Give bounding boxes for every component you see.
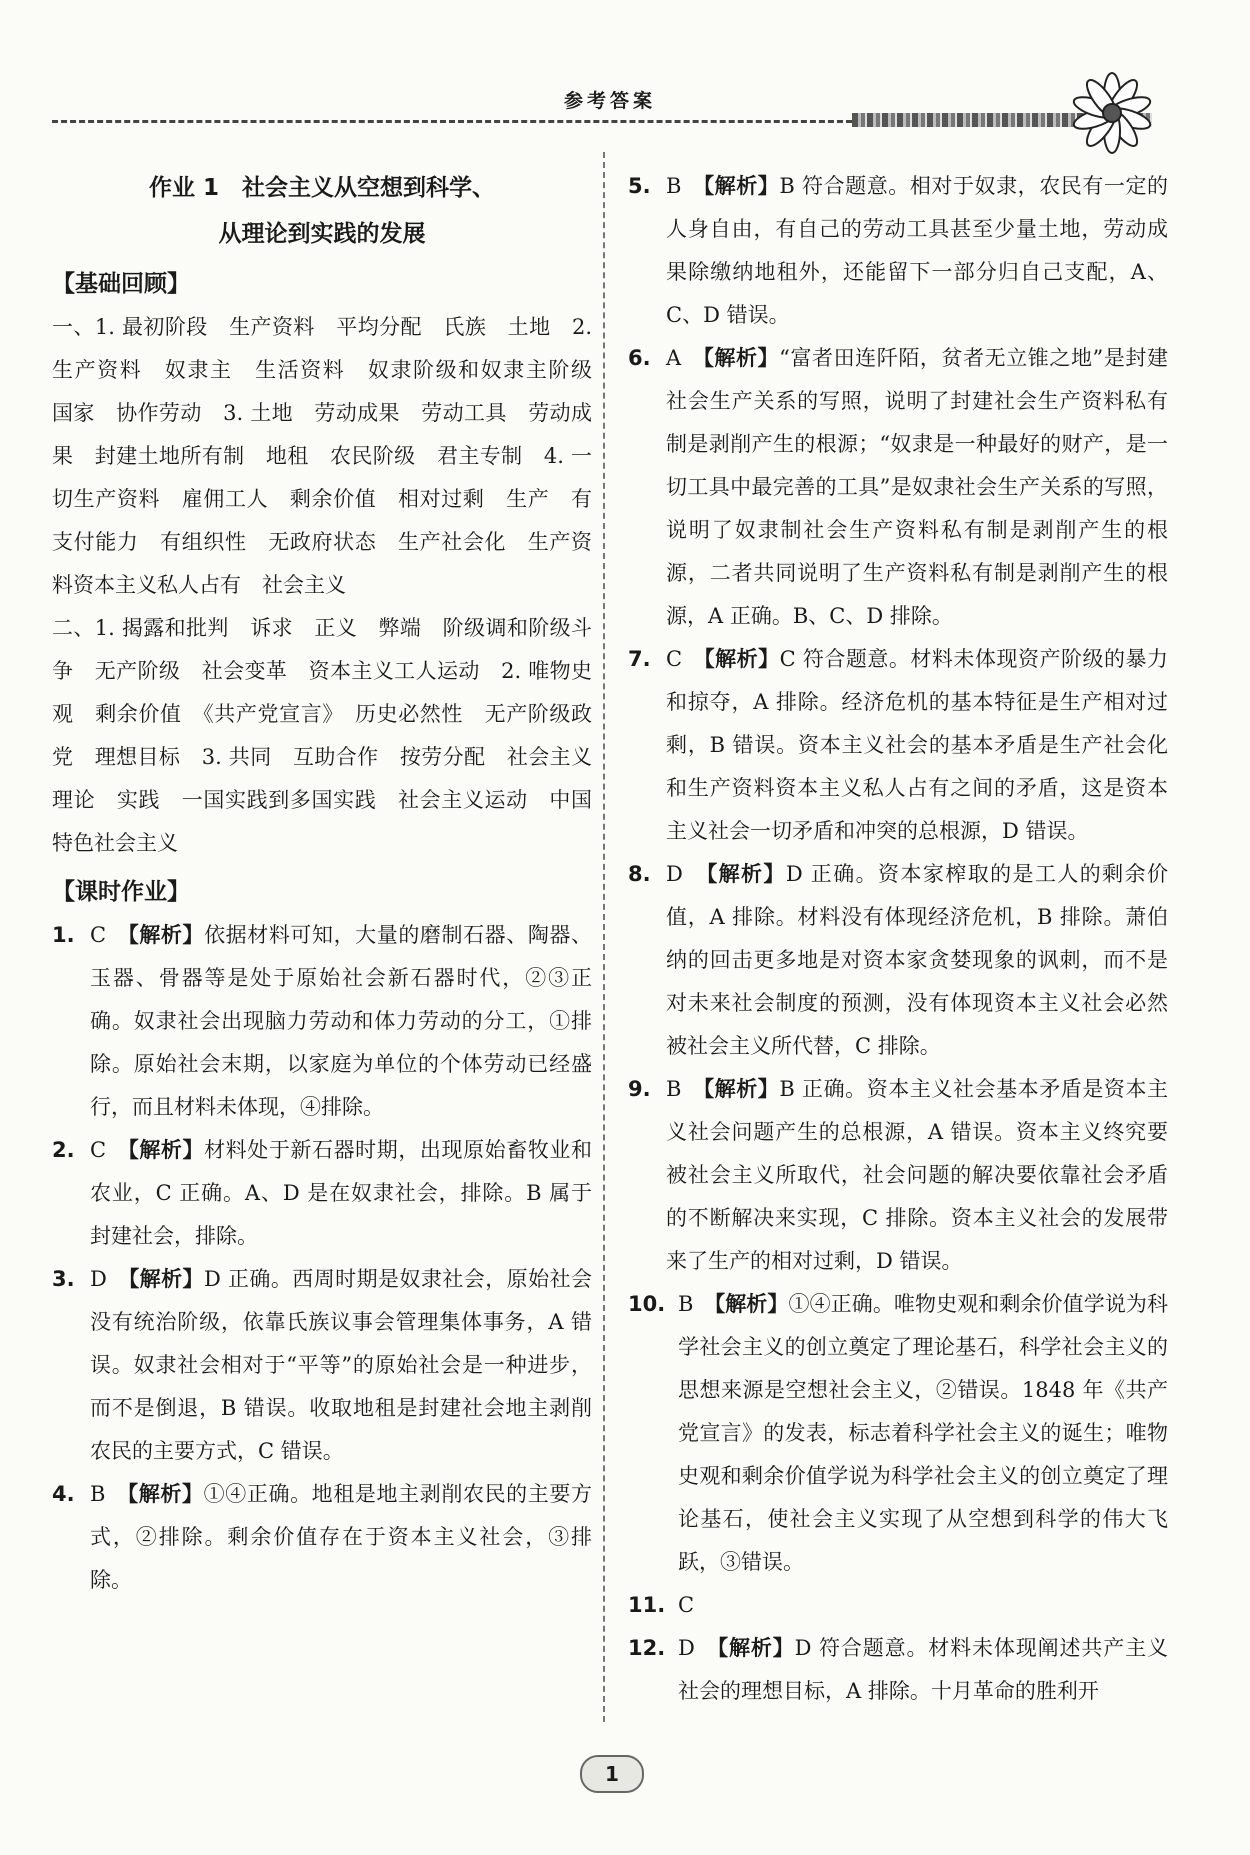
answer-item	[52, 1473, 592, 1602]
item-number: 10.	[628, 1292, 666, 1316]
item-number: 11.	[628, 1593, 666, 1617]
page-number: 1	[580, 1755, 644, 1793]
item-number: 6.	[628, 346, 651, 370]
item-answer: B	[666, 1077, 682, 1101]
item-answer: B	[666, 174, 682, 198]
analysis-tag: 【解析】	[703, 1077, 780, 1101]
item-answer: D	[678, 1636, 695, 1660]
item-answer: B	[90, 1482, 106, 1506]
section-heading-basics: 【基础回顾】	[52, 271, 190, 297]
item-number: 4.	[52, 1482, 75, 1506]
answer-item	[628, 638, 1168, 853]
header-dashed-rule	[52, 120, 852, 123]
item-answer: D	[666, 862, 683, 886]
item-answer: C	[666, 647, 683, 671]
assignment-title-line1: 作业 1 社会主义从空想到科学、	[148, 175, 495, 201]
section-heading-homework: 【课时作业】	[52, 879, 190, 905]
answer-item	[628, 1584, 1168, 1627]
analysis-text: “富者田连阡陌，贫者无立锥之地”是封建社会生产关系的写照，说明了封建社会生产资料私有制是剥削产生的根源；“奴隶是一种最好的财产，是一切工具中最完善的工具”是奴隶社会生产关系的写照，说明了奴隶制社会生产资料私有制是剥削产生的根源，二者共同说明了生产资料私有制是剥削产生的根源，A 正确。B、C、D 排除。	[666, 346, 1168, 628]
answer-item	[628, 165, 1168, 337]
item-number: 3.	[52, 1267, 75, 1291]
analysis-text: C 符合题意。材料未体现资产阶级的暴力和掠夺，A 排除。经济危机的基本特征是生产相对过剩，B 错误。资本主义社会的基本矛盾是生产社会化和生产资料资本主义私人占有之间的矛盾，这是资本主义社会一切矛盾和冲突的总根源，D 错误。	[666, 647, 1168, 843]
analysis-tag: 【解析】	[714, 1292, 789, 1316]
right-column	[628, 165, 1168, 1713]
analysis-text: ①④正确。地租是地主剥削农民的主要方式，②排除。剩余价值存在于资本主义社会，③排除。	[90, 1482, 593, 1592]
analysis-text: D 符合题意。材料未体现阐述共产主义社会的理想目标，A 排除。十月革命的胜利开	[678, 1636, 1169, 1703]
item-answer: A	[666, 346, 682, 370]
flower-icon	[1062, 68, 1162, 158]
analysis-tag: 【解析】	[128, 1267, 204, 1291]
analysis-tag: 【解析】	[703, 174, 780, 198]
analysis-tag: 【解析】	[128, 923, 205, 947]
analysis-text: D 正确。西周时期是奴隶社会，原始社会没有统治阶级，依靠氏族议事会管理集体事务，A 错误。奴隶社会相对于“平等”的原始社会是一种进步，而不是倒退，B 错误。收取地租是封建社会地主剥削农民的主要方式，C 错误。	[90, 1267, 593, 1463]
answer-item	[628, 1627, 1168, 1713]
analysis-tag: 【解析】	[703, 346, 780, 370]
answer-item	[628, 853, 1168, 1068]
item-number: 8.	[628, 862, 651, 886]
analysis-text: 依据材料可知，大量的磨制石器、陶器、玉器、骨器等是处于原始社会新石器时代，②③正确。奴隶社会出现脑力劳动和体力劳动的分工，①排除。原始社会末期，以家庭为单位的个体劳动已经盛行，而且材料未体现，④排除。	[90, 923, 593, 1119]
analysis-tag: 【解析】	[717, 1636, 795, 1660]
item-answer: D	[90, 1267, 107, 1291]
basics-part-two: 二、1. 揭露和批判 诉求 正义 弊端 阶级调和阶级斗争 无产阶级 社会变革 资本主义工人运动 2. 唯物史观 剩余价值 《共产党宣言》 历史必然性 无产阶级政党 理想目标 3. 共同 互助合作 按劳分配 社会主义 理论 实践 一国实践到多国实践 社会主义运动 中国特色社会主义	[52, 616, 613, 855]
item-number: 1.	[52, 923, 75, 947]
assignment-title-line2: 从理论到实践的发展	[218, 221, 426, 247]
left-column	[52, 165, 613, 1602]
page-header	[0, 0, 1250, 140]
analysis-text: B 符合题意。相对于奴隶，农民有一定的人身自由，有自己的劳动工具甚至少量土地，劳动成果除缴纳地租外，还能留下一部分归自己支配，A、C、D 错误。	[666, 174, 1169, 327]
analysis-tag: 【解析】	[704, 647, 780, 671]
column-divider	[603, 152, 605, 1722]
analysis-tag: 【解析】	[128, 1138, 205, 1162]
item-number: 12.	[628, 1636, 666, 1660]
answer-item	[52, 914, 592, 1129]
item-answer: C	[90, 923, 107, 947]
analysis-text: 材料处于新石器时期，出现原始畜牧业和农业，C 正确。A、D 是在奴隶社会，排除。B 属于封建社会，排除。	[90, 1138, 593, 1248]
item-number: 7.	[628, 647, 651, 671]
answer-item	[52, 1129, 592, 1258]
item-number: 5.	[628, 174, 651, 198]
analysis-text: ①④正确。唯物史观和剩余价值学说为科学社会主义的创立奠定了理论基石，科学社会主义的思想来源是空想社会主义，②错误。1848 年《共产党宣言》的发表，标志着科学社会主义的诞生；唯物史观和剩余价值学说为科学社会主义的创立奠定了理论基石，使社会主义实现了从空想到科学的伟大飞跃，③错误。	[678, 1292, 1169, 1574]
analysis-tag: 【解析】	[127, 1482, 204, 1506]
item-answer: B	[678, 1292, 694, 1316]
basics-part-one: 一、1. 最初阶段 生产资料 平均分配 氏族 土地 2. 生产资料 奴隶主 生活资料 奴隶阶级和奴隶主阶级 国家 协作劳动 3. 土地 劳动成果 劳动工具 劳动成果 封建土地所有制 地租 农民阶级 君主专制 4. 一切生产资料 雇佣工人 剩余价值 相对过剩 生产 有支付能力 有组织性 无政府状态 生产社会化 生产资料资本主义私人占有 社会主义	[52, 315, 613, 597]
analysis-text: B 正确。资本主义社会基本矛盾是资本主义社会问题产生的总根源，A 错误。资本主义终究要被社会主义所取代，社会问题的解决要依靠社会矛盾的不断解决来实现，C 排除。资本主义社会的发展带来了生产的相对过剩，D 错误。	[666, 1077, 1169, 1273]
item-number: 9.	[628, 1077, 651, 1101]
item-number: 2.	[52, 1138, 75, 1162]
analysis-tag: 【解析】	[706, 862, 786, 886]
item-answer: C	[90, 1138, 107, 1162]
answer-item	[628, 1068, 1168, 1283]
analysis-text: D 正确。资本家榨取的是工人的剩余价值，A 排除。材料没有体现经济危机，B 排除。萧伯纳的回击更多地是对资本家贪婪现象的讽刺，而不是对未来社会制度的预测，没有体现资本主义社会必然被社会主义所代替，C 排除。	[666, 862, 1169, 1058]
item-answer: C	[678, 1593, 695, 1617]
answer-item	[628, 1283, 1168, 1584]
answer-item	[52, 1258, 592, 1473]
header-title: 参考答案	[563, 90, 656, 112]
answer-item	[628, 337, 1168, 638]
